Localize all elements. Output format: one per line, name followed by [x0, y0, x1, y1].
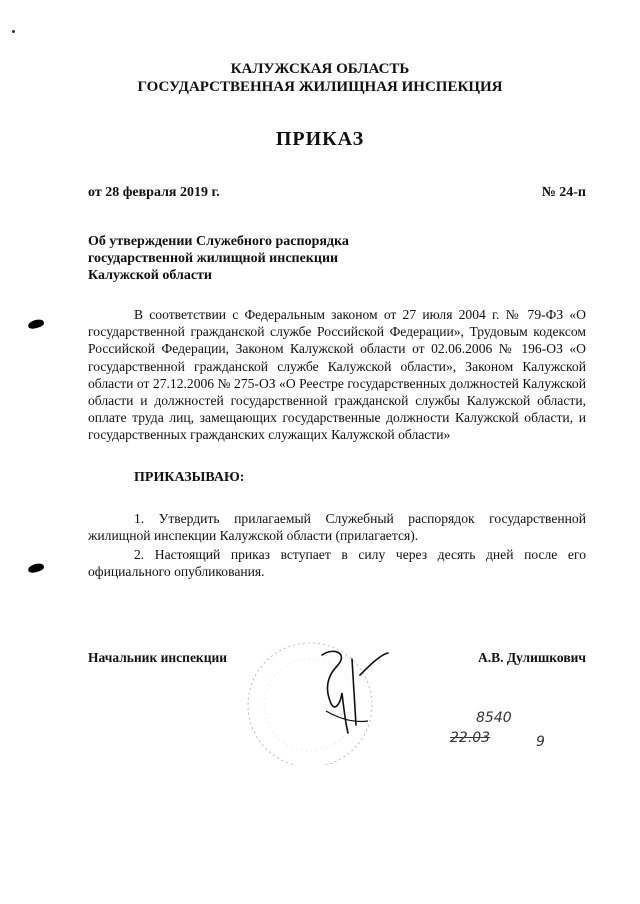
signatory-position: Начальник инспекции [88, 650, 228, 665]
registration-mark: 9 [536, 734, 545, 750]
registration-date: 22.03 [450, 730, 491, 746]
document-subject [88, 233, 349, 284]
preamble-paragraph: В соответствии с Федеральным законом от 27 июля 2004 г. № 79-ФЗ «О государственной гражданской службе Российской Федерации», Трудовым кодексом Российской Федерации, Законом Калужской области от 02.06.2006 № 196-ОЗ «О государственной гражданской службе Калужской области», Законом Калужской области от 27.12.2006 № 275-ОЗ «О Реестре государственных должностей Калужской области и должностей государственной гражданской службы Калужской области, оплате труда лиц, замещающих государственные должности Калужской области, и государственных гражданских служащих Калужской области» [88, 307, 586, 443]
document-title: ПРИКАЗ [275, 128, 365, 150]
document-header [0, 60, 640, 96]
stamp-inner-circle [264, 659, 356, 751]
scan-speck [12, 30, 15, 33]
subject-line-1: Об утверждении Служебного распорядка [88, 234, 349, 249]
order-word: ПРИКАЗЫВАЮ: [134, 470, 245, 485]
binder-hole-mark-bottom [27, 562, 45, 574]
header-agency: ГОСУДАРСТВЕННАЯ ЖИЛИЩНАЯ ИНСПЕКЦИЯ [137, 79, 503, 95]
document-number: № 24-п [541, 185, 586, 200]
signature-tail [326, 711, 368, 722]
subject-line-2: государственной жилищной инспекции [88, 251, 339, 266]
binder-hole-mark-top [27, 318, 45, 330]
order-item-2: 2. Настоящий приказ вступает в силу через десять дней после его официального опубликования. [88, 547, 586, 580]
stamp-circle [248, 643, 372, 765]
header-region: КАЛУЖСКАЯ ОБЛАСТЬ [230, 61, 410, 77]
registration-number: 8540 [476, 710, 512, 726]
signature-stamp-graphic [230, 615, 470, 765]
order-item-1: 1. Утвердить прилагаемый Служебный распорядок государственной жилищной инспекции Калужской области (прилагается). [88, 511, 586, 544]
signatory-name: А.В. Дулишкович [477, 650, 586, 665]
document-date: от 28 февраля 2019 г. [88, 185, 220, 200]
subject-line-3: Калужской области [88, 268, 212, 283]
